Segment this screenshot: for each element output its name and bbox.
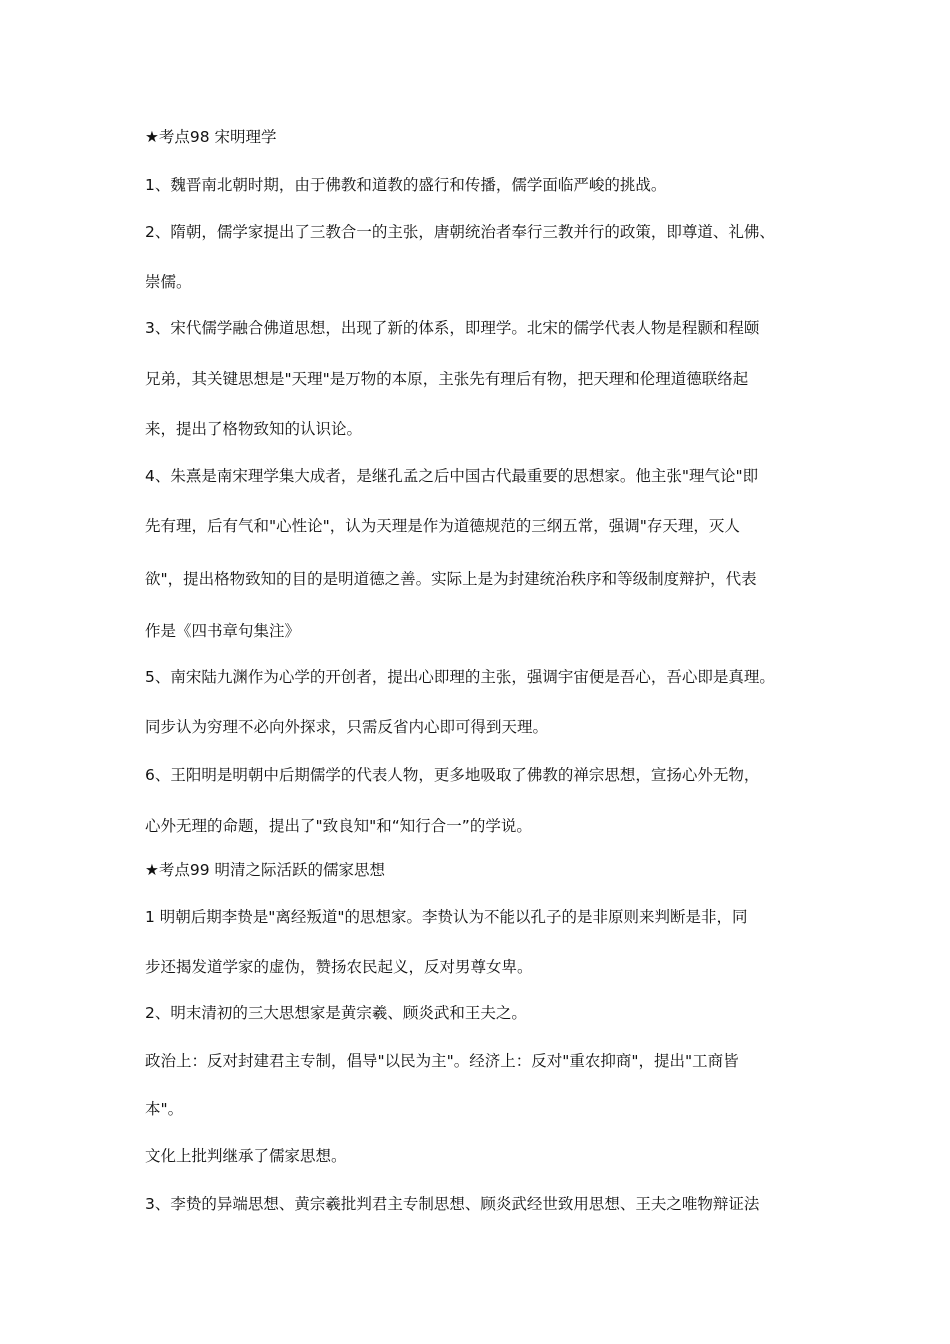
text-line: 兄弟，其关键思想是"天理"是万物的本原，主张先有理后有物，把天理和伦理道德联络起 [145,370,749,388]
text-line: 3、宋代儒学融合佛道思想，出现了新的体系，即理学。北宋的儒学代表人物是程颢和程颐 [145,319,760,337]
text-line: 2、明末清初的三大思想家是黄宗羲、顾炎武和王夫之。 [145,1004,527,1022]
text-line: 崇儒。 [145,273,192,291]
text-line: 本"。 [145,1100,184,1118]
text-line: 同步认为穷理不必向外探求，只需反省内心即可得到天理。 [145,718,549,736]
text-line: 2、隋朝，儒学家提出了三教合一的主张，唐朝统治者奉行三教并行的政策，即尊道、礼佛、 [145,223,775,241]
text-line: 1、魏晋南北朝时期，由于佛教和道教的盛行和传播，儒学面临严峻的挑战。 [145,176,667,194]
text-line: 步还揭发道学家的虚伪，赞扬农民起义，反对男尊女卑。 [145,958,533,976]
text-line: 文化上批判继承了儒家思想。 [145,1147,347,1165]
text-line: 作是《四书章句集注》 [145,622,301,640]
text-line: 心外无理的命题，提出了"致良知"和“知行合一”的学说。 [145,817,532,835]
text-line: 4、朱熹是南宋理学集大成者，是继孔孟之后中国古代最重要的思想家。他主张"理气论"即 [145,467,759,485]
text-line: 5、南宋陆九渊作为心学的开创者，提出心即理的主张，强调宇宙便是吾心，吾心即是真理。 [145,668,775,686]
text-line: 政治上：反对封建君主专制，倡导"以民为主"。经济上：反对"重农抑商"，提出"工商皆 [145,1052,739,1070]
section-heading-98: ★考点98 宋明理学 [145,128,277,146]
text-line: 6、王阳明是明朝中后期儒学的代表人物，更多地吸取了佛教的禅宗思想，宣扬心外无物， [145,766,760,784]
text-line: 3、李贽的异端思想、黄宗羲批判君主专制思想、顾炎武经世致用思想、王夫之唯物辩证法 [145,1195,760,1213]
text-line: 先有理，后有气和"心性论"，认为天理是作为道德规范的三纲五常，强调"存天理，灭人 [145,517,740,535]
section-heading-99: ★考点99 明清之际活跃的儒家思想 [145,861,386,879]
text-line: 来，提出了格物致知的认识论。 [145,420,363,438]
text-line: 欲"，提出格物致知的目的是明道德之善。实际上是为封建统治秩序和等级制度辩护，代表 [145,570,757,588]
text-line: 1 明朝后期李贽是"离经叛道"的思想家。李贽认为不能以孔子的是非原则来判断是非，同 [145,908,748,926]
